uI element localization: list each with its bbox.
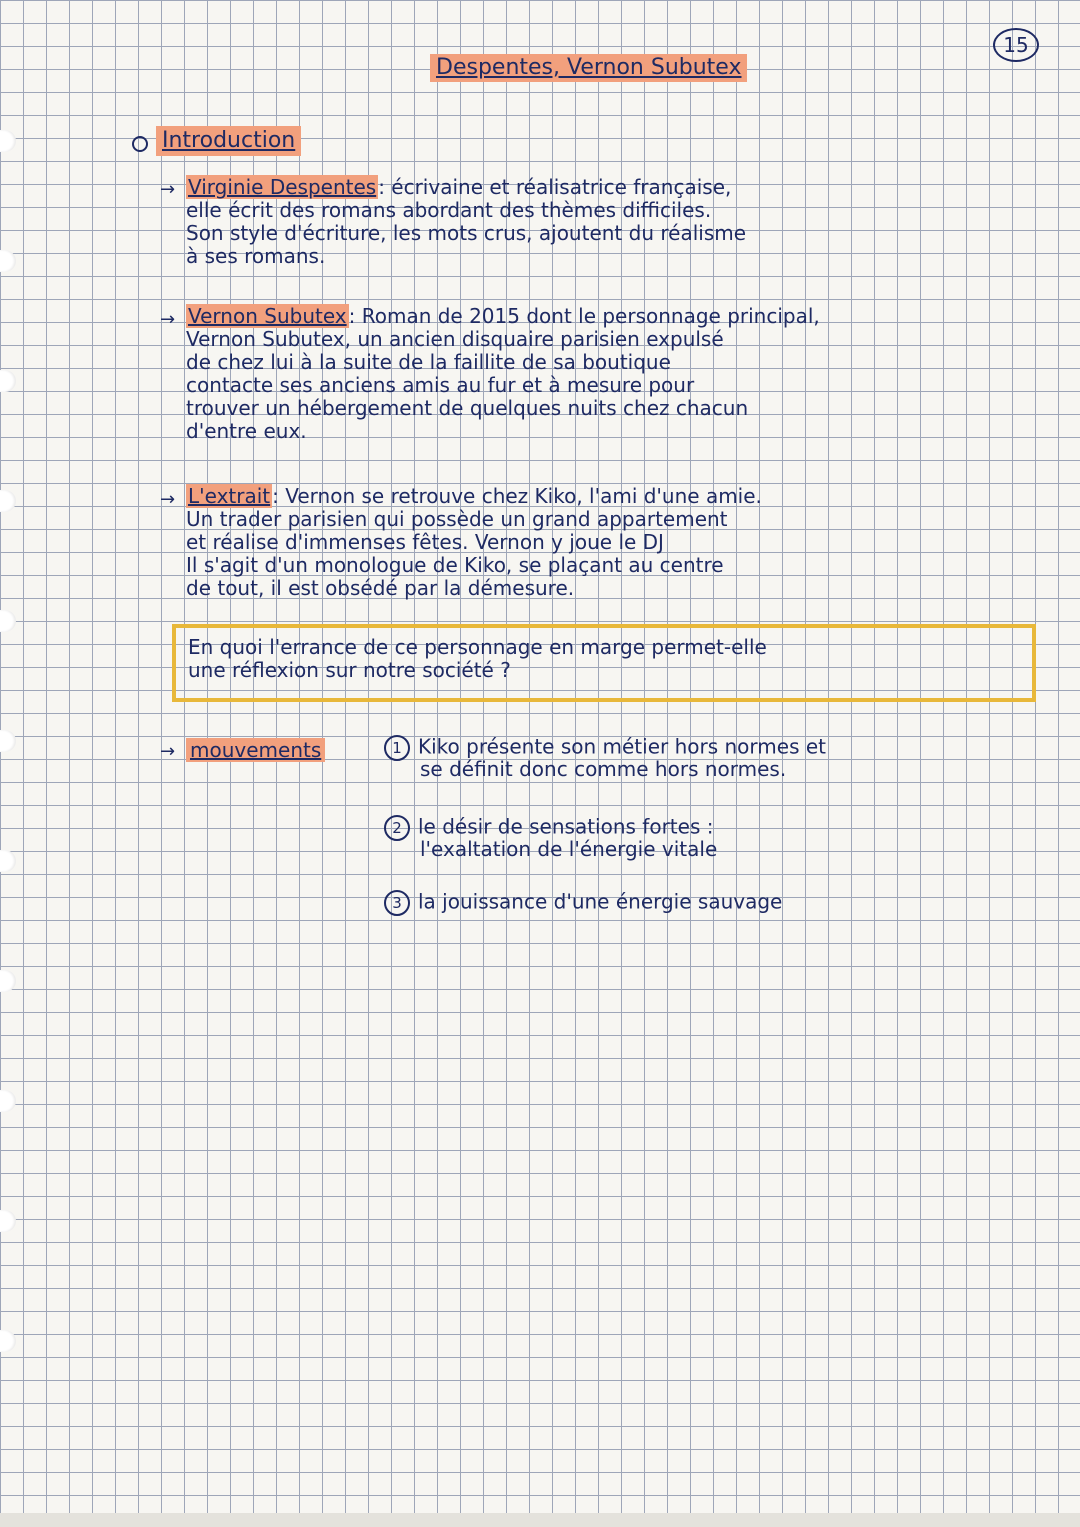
- binder-hole: [0, 130, 16, 152]
- section-heading: Introduction: [156, 126, 301, 156]
- paragraph-line: de chez lui à la suite de la faillite de sa boutique: [186, 350, 671, 374]
- paragraph-line: Un trader parisien qui possède un grand appartement: [186, 507, 728, 531]
- paragraph-line: elle écrit des romans abordant des thèmes difficiles.: [186, 198, 712, 222]
- paragraph-line: [186, 176, 1016, 199]
- paragraph-line: contacte ses anciens amis au fur et à mesure pour: [186, 373, 695, 397]
- intro-paragraph-novel: [186, 305, 1016, 443]
- binder-hole: [0, 1330, 16, 1352]
- binder-hole: [0, 1210, 16, 1232]
- binder-hole: [0, 490, 16, 512]
- movement-line: se définit donc comme hors normes.: [420, 757, 787, 781]
- paragraph-line: d'entre eux.: [186, 419, 307, 443]
- movement-text: le désir de sensations fortes :: [418, 814, 714, 839]
- page-number: 15: [993, 28, 1039, 62]
- binder-hole: [0, 1090, 16, 1112]
- highlight-term: Virginie Despentes: [188, 175, 377, 199]
- movements-label: mouvements: [186, 738, 325, 762]
- paragraph-line: Il s'agit d'un monologue de Kiko, se plaçant au centre: [186, 553, 724, 577]
- problematique-line: En quoi l'errance de ce personnage en marge permet-elle: [188, 635, 767, 659]
- binder-hole: [0, 370, 16, 392]
- paragraph-line: trouver un hébergement de quelques nuits chez chacun: [186, 396, 749, 420]
- page-title: Despentes, Vernon Subutex: [430, 54, 747, 82]
- arrow-right-icon: →: [160, 179, 176, 200]
- paragraph-line: et réalise d'immenses fêtes. Vernon y joue le DJ: [186, 530, 664, 554]
- line-text: : écrivaine et réalisatrice française,: [378, 175, 732, 199]
- page-bottom-edge: [0, 1513, 1080, 1527]
- paragraph-line: de tout, il est obsédé par la démesure.: [186, 576, 575, 600]
- paragraph-line: [186, 305, 1016, 328]
- movement-line: [384, 815, 717, 838]
- number-circle-icon: 2: [384, 815, 410, 841]
- binder-hole: [0, 850, 16, 872]
- highlight-term: Vernon Subutex: [188, 304, 347, 328]
- arrow-right-icon: →: [160, 309, 176, 330]
- movement-text: Kiko présente son métier hors normes et: [418, 734, 826, 759]
- movement-item: [384, 735, 826, 781]
- number-circle-icon: 3: [384, 890, 410, 916]
- paragraph-line: Vernon Subutex, un ancien disquaire parisien expulsé: [186, 327, 724, 351]
- problematique-box: [172, 624, 1036, 702]
- intro-paragraph-author: [186, 176, 1016, 268]
- paragraph-line: [186, 485, 1016, 508]
- binder-hole: [0, 970, 16, 992]
- paragraph-line: à ses romans.: [186, 244, 326, 268]
- movement-line: l'exaltation de l'énergie vitale: [420, 837, 718, 861]
- movement-line: [384, 890, 782, 913]
- problematique-line: une réflexion sur notre société ?: [188, 658, 511, 682]
- binder-hole: [0, 610, 16, 632]
- paragraph-line: Son style d'écriture, les mots crus, ajoutent du réalisme: [186, 221, 747, 245]
- movement-item: [384, 890, 782, 913]
- arrow-right-icon: →: [160, 489, 176, 510]
- movement-text: la jouissance d'une énergie sauvage: [418, 889, 783, 914]
- highlight-term: L'extrait: [188, 484, 271, 508]
- number-circle-icon: 1: [384, 735, 410, 761]
- arrow-right-icon: →: [160, 741, 176, 762]
- movement-item: [384, 815, 717, 861]
- intro-paragraph-extract: [186, 485, 1016, 600]
- binder-hole: [0, 730, 16, 752]
- binder-hole: [0, 250, 16, 272]
- binder-holes: [0, 130, 30, 1390]
- line-text: : Roman de 2015 dont le personnage principal,: [348, 304, 820, 328]
- movement-line: [384, 735, 826, 758]
- line-text: : Vernon se retrouve chez Kiko, l'ami d'une amie.: [272, 484, 762, 508]
- circle-bullet-icon: [132, 136, 148, 152]
